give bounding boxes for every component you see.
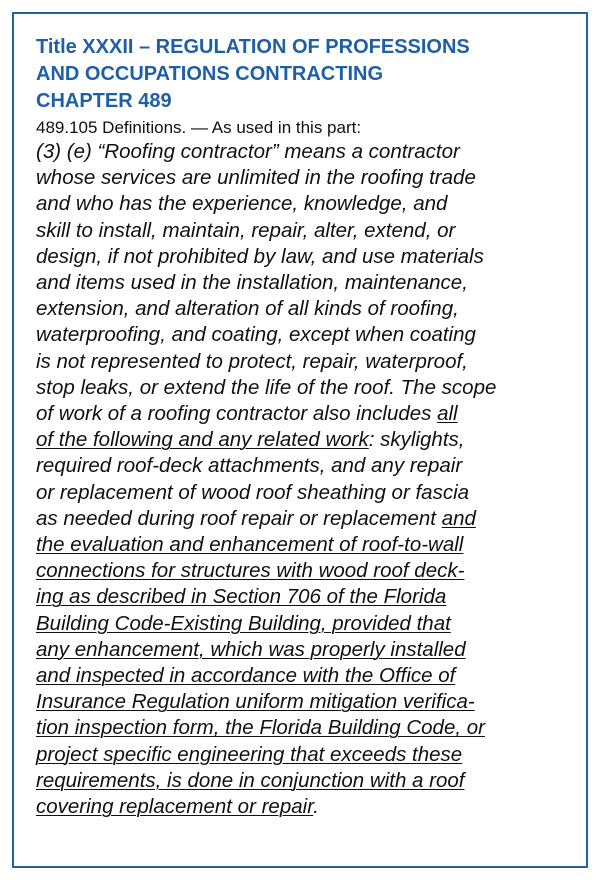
definition-line [36, 349, 576, 375]
definition-text: : skylights, [368, 428, 465, 452]
definition-line [36, 322, 576, 348]
definition-underlined-text: requirements, is done in conjunction with a roof [36, 768, 465, 792]
definition-underlined-text: project specific engineering that exceeds these [36, 742, 463, 766]
definition-line [36, 637, 576, 663]
definition-text: . [313, 795, 319, 819]
definition-line [36, 165, 576, 191]
definition-line [36, 768, 576, 794]
definition-underlined-text: ing as described in Section 706 of the Florida [36, 585, 447, 609]
definition-line [36, 218, 576, 244]
definition-line [36, 296, 576, 322]
roofing-contractor-definition [36, 139, 576, 820]
definition-text: skill to install, maintain, repair, alter, extend, or [36, 218, 456, 242]
definition-line [36, 532, 576, 558]
definition-line [36, 244, 576, 270]
definition-line [36, 506, 576, 532]
definition-underlined-text: Insurance Regulation uniform mitigation verifica- [36, 690, 475, 714]
heading-title-line: Title XXXII – REGULATION OF PROFESSIONS [36, 36, 470, 58]
definition-underlined-text: of the following and any related work [36, 428, 369, 452]
definition-text: and items used in the installation, maintenance, [36, 271, 468, 295]
statute-box [12, 12, 588, 868]
definition-underlined-text: and [441, 506, 476, 530]
definition-line [36, 584, 576, 610]
definition-line [36, 794, 576, 820]
heading-occupations-line: AND OCCUPATIONS CONTRACTING [36, 63, 384, 85]
definition-underlined-text: and inspected in accordance with the Office of [36, 664, 456, 688]
statute-content [36, 34, 576, 820]
definition-line [36, 191, 576, 217]
definition-line [36, 611, 576, 637]
definition-underlined-text: any enhancement, which was properly installed [36, 637, 466, 661]
definition-line [36, 401, 576, 427]
definition-line [36, 689, 576, 715]
definition-line [36, 427, 576, 453]
statute-heading [36, 34, 576, 115]
definition-text: waterproofing, and coating, except when coating [36, 323, 476, 347]
definition-line [36, 375, 576, 401]
definition-text: extension, and alteration of all kinds of roofing, [36, 297, 459, 321]
definition-line [36, 715, 576, 741]
definition-text: or replacement of wood roof sheathing or fascia [36, 480, 470, 504]
definition-text: is not represented to protect, repair, waterproof, [36, 349, 468, 373]
definition-text: required roof-deck attachments, and any repair [36, 454, 463, 478]
definition-line [36, 558, 576, 584]
definition-line [36, 480, 576, 506]
definition-line [36, 742, 576, 768]
definition-underlined-text: tion inspection form, the Florida Building Code, or [36, 716, 485, 740]
definition-line [36, 453, 576, 479]
definition-underlined-text: Building Code-Existing Building, provided that [36, 611, 451, 635]
heading-chapter-line: CHAPTER 489 [36, 90, 172, 112]
definition-line [36, 139, 576, 165]
definition-underlined-text: covering replacement or repair [36, 795, 314, 819]
definition-underlined-text: connections for structures with wood roof deck- [36, 559, 465, 583]
definition-text: whose services are unlimited in the roofing trade [36, 166, 476, 190]
definition-text: of work of a roofing contractor also includes [36, 402, 438, 426]
definition-text: and who has the experience, knowledge, and [36, 192, 448, 216]
definition-line [36, 270, 576, 296]
definition-underlined-text: the evaluation and enhancement of roof-to-wall [36, 533, 464, 557]
definition-line [36, 663, 576, 689]
definitions-intro: 489.105 Definitions. — As used in this part: [36, 118, 362, 137]
definition-text: (3) (e) “Roofing contractor” means a contractor [36, 140, 460, 163]
definition-text: stop leaks, or extend the life of the roof. The scope [36, 375, 497, 399]
definition-text: as needed during roof repair or replacement [36, 506, 442, 530]
definition-underlined-text: all [437, 402, 458, 426]
definition-text: design, if not prohibited by law, and use materials [36, 244, 484, 268]
